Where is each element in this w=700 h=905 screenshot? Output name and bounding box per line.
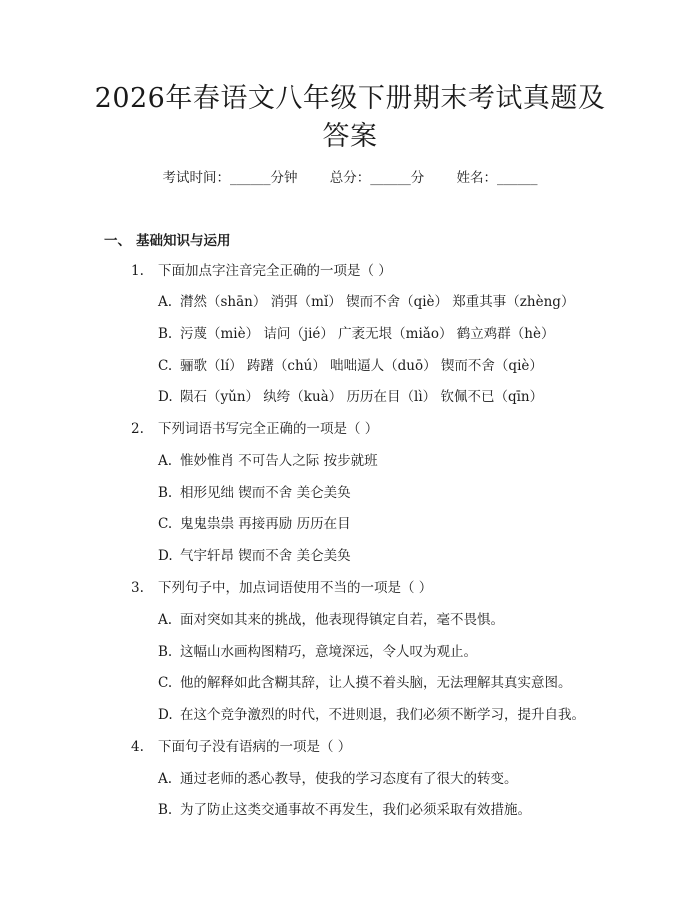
option-text: 惟妙惟肖 不可告人之际 按步就班 <box>180 453 378 469</box>
option-letter: D. <box>158 548 173 564</box>
page-title: 2026年春语文八年级下册期末考试真题及答案 <box>94 83 606 152</box>
option-letter: C. <box>158 516 173 532</box>
answer-option <box>158 642 477 662</box>
option-text: 他的解释如此含糊其辞，让人摸不着头脑，无法理解其真实意图。 <box>180 675 572 691</box>
option-letter: B. <box>158 802 173 818</box>
answer-option <box>158 800 531 820</box>
question-number: 1. <box>131 263 144 279</box>
option-text: 气宇轩昂 锲而不舍 美仑美奂 <box>180 548 351 564</box>
option-text: 陨石（yǔn） 纨绔（kuà） 历历在目（lì） 钦佩不已（qīn） <box>180 389 544 405</box>
answer-option <box>158 546 351 566</box>
option-letter: B. <box>158 644 173 660</box>
student-name-field: 姓名：______ <box>456 170 538 186</box>
option-text: 通过老师的悉心教导，使我的学习态度有了很大的转变。 <box>180 771 518 787</box>
question-number: 4. <box>131 739 144 755</box>
option-letter: D. <box>158 389 173 405</box>
option-text: 污蔑（miè） 诘问（jié） 广袤无垠（miǎo） 鹤立鸡群（hè） <box>180 326 555 342</box>
exam-info-line <box>0 168 700 188</box>
option-text: 骊歌（lí） 踌躇（chú） 咄咄逼人（duō） 锲而不舍（qiè） <box>180 358 543 374</box>
option-text: 在这个竞争激烈的时代，不进则退，我们必须不断学习，提升自我。 <box>180 707 585 723</box>
answer-option <box>158 610 504 630</box>
option-text: 面对突如其来的挑战，他表现得镇定自若，毫不畏惧。 <box>180 612 504 628</box>
question-text: 下面句子没有语病的一项是（ ） <box>158 739 352 755</box>
question-number: 2. <box>131 421 144 437</box>
question-text: 下列词语书写完全正确的一项是（ ） <box>158 421 379 437</box>
question-stem <box>131 737 351 757</box>
option-letter: A. <box>158 453 173 469</box>
section-title: 基础知识与运用 <box>136 233 231 249</box>
option-letter: C. <box>158 675 173 691</box>
option-letter: C. <box>158 358 173 374</box>
option-text: 这幅山水画构图精巧，意境深远，令人叹为观止。 <box>180 644 477 660</box>
question-stem <box>131 419 378 439</box>
option-letter: A. <box>158 294 173 310</box>
question-stem <box>131 578 432 598</box>
option-letter: A. <box>158 612 173 628</box>
answer-option <box>158 514 351 534</box>
option-text: 鬼鬼祟祟 再接再励 历历在目 <box>180 516 351 532</box>
question-stem <box>131 261 392 281</box>
section-number: 一、 <box>104 233 131 249</box>
answer-option <box>158 356 543 376</box>
answer-option <box>158 387 543 407</box>
option-letter: D. <box>158 707 173 723</box>
option-letter: B. <box>158 485 173 501</box>
answer-option <box>158 324 554 344</box>
option-text: 潸然（shān） 消弭（mǐ） 锲而不舍（qiè） 郑重其事（zhèng） <box>180 294 575 310</box>
option-letter: A. <box>158 771 173 787</box>
total-score-field: 总分：______分 <box>329 170 425 186</box>
option-text: 为了防止这类交通事故不再发生，我们必须采取有效措施。 <box>180 802 531 818</box>
answer-option <box>158 673 572 693</box>
option-letter: B. <box>158 326 173 342</box>
exam-time-field: 考试时间：______分钟 <box>162 170 298 186</box>
question-text: 下面加点字注音完全正确的一项是（ ） <box>158 263 392 279</box>
answer-option <box>158 451 378 471</box>
answer-option <box>158 769 518 789</box>
answer-option <box>158 483 351 503</box>
option-text: 相形见绌 锲而不舍 美仑美奂 <box>180 485 351 501</box>
section-heading <box>104 229 231 249</box>
answer-option <box>158 292 574 312</box>
question-number: 3. <box>131 580 144 596</box>
question-text: 下列句子中，加点词语使用不当的一项是（ ） <box>158 580 433 596</box>
answer-option <box>158 705 585 725</box>
